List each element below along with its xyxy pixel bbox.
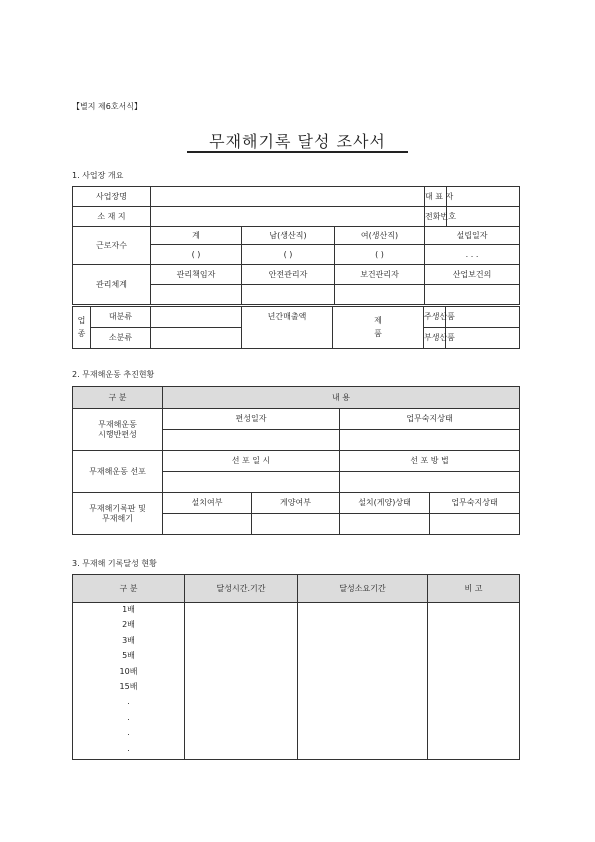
achievement-table <box>72 574 520 760</box>
title-underline <box>187 151 408 153</box>
team-formation-label: 무재해운동 시행반편성 <box>73 409 163 451</box>
health-manager-field[interactable] <box>335 285 425 305</box>
raise-label: 게양여부 <box>252 493 340 514</box>
list-item: . <box>127 697 130 707</box>
minor-class-field[interactable] <box>151 328 242 349</box>
phone-field[interactable] <box>447 207 520 227</box>
campaign-table <box>72 386 520 535</box>
safety-manager-label: 안전관리자 <box>242 265 335 285</box>
declaration-label: 무재해운동 선포 <box>73 451 163 493</box>
doctor-field[interactable] <box>425 285 520 305</box>
declare-method-label: 선 포 방 법 <box>340 451 520 472</box>
product-label: 제 품 <box>333 307 424 349</box>
list-item: 5배 <box>122 651 135 661</box>
doctor-label: 산업보건의 <box>425 265 520 285</box>
management-label: 관리체계 <box>73 265 151 305</box>
install-state-label: 설치(게양)상태 <box>340 493 430 514</box>
install-label: 설치여부 <box>163 493 252 514</box>
multiples-list <box>73 603 185 760</box>
achievement-period-field[interactable] <box>185 603 298 760</box>
safety-manager-field[interactable] <box>242 285 335 305</box>
declare-method-field[interactable] <box>340 472 520 493</box>
health-manager-label: 보건관리자 <box>335 265 425 285</box>
manager-label: 관리책임자 <box>151 265 242 285</box>
main-product-label: 주생산품 <box>424 307 446 328</box>
work-state-label: 업무숙지상태 <box>430 493 520 514</box>
established-date-field[interactable]: . . . <box>425 245 520 265</box>
total-count-field[interactable]: ( ) <box>151 245 242 265</box>
campaign-content-header: 내 용 <box>163 387 520 409</box>
industry-table <box>72 306 520 349</box>
annual-sales-label: 년간매출액 <box>242 307 333 349</box>
campaign-class-header: 구 분 <box>73 387 163 409</box>
formation-date-label: 편성일자 <box>163 409 340 430</box>
business-name-field[interactable] <box>151 187 425 207</box>
section1-heading: 1. 사업장 개요 <box>72 171 124 180</box>
minor-class-label: 소분류 <box>91 328 151 349</box>
female-label: 여(생산직) <box>335 227 425 245</box>
list-item: . <box>127 743 130 753</box>
phone-label: 전화번호 <box>425 207 447 227</box>
list-item: 15배 <box>119 681 138 691</box>
male-count-field[interactable]: ( ) <box>242 245 335 265</box>
achievement-note-field[interactable] <box>428 603 520 760</box>
representative-label: 대 표 자 <box>425 187 447 207</box>
workers-label: 근로자수 <box>73 227 151 265</box>
business-overview-table <box>72 186 520 305</box>
install-state-field[interactable] <box>340 514 430 535</box>
achievement-note-header: 비 고 <box>428 575 520 603</box>
section3-heading: 3. 무재해 기록달성 현황 <box>72 559 157 568</box>
total-label: 계 <box>151 227 242 245</box>
manager-field[interactable] <box>151 285 242 305</box>
execution-state-field[interactable] <box>340 430 520 451</box>
business-name-label: 사업장명 <box>73 187 151 207</box>
major-class-field[interactable] <box>151 307 242 328</box>
declare-date-label: 선 포 일 시 <box>163 451 340 472</box>
list-item: 10배 <box>119 666 138 676</box>
list-item: 3배 <box>122 635 135 645</box>
list-item: 2배 <box>122 620 135 630</box>
execution-state-label: 업무숙지상태 <box>340 409 520 430</box>
list-item: . <box>127 712 130 722</box>
established-label: 설립일자 <box>425 227 520 245</box>
page-title: 무재해기록 달성 조사서 <box>209 132 386 151</box>
install-field[interactable] <box>163 514 252 535</box>
achievement-required-header: 달성소요기간 <box>298 575 428 603</box>
industry-label: 업 종 <box>73 307 91 349</box>
representative-field[interactable] <box>447 187 520 207</box>
male-label: 남(생산직) <box>242 227 335 245</box>
list-item: 1배 <box>122 605 135 614</box>
form-number-label: 【별지 제6호서식】 <box>72 102 143 111</box>
achievement-class-header: 구 분 <box>73 575 185 603</box>
raise-field[interactable] <box>252 514 340 535</box>
work-state-field[interactable] <box>430 514 520 535</box>
main-product-field[interactable] <box>446 307 520 328</box>
sub-product-field[interactable] <box>446 328 520 349</box>
achievement-period-header: 달성시간.기간 <box>185 575 298 603</box>
section2-heading: 2. 무재해운동 추진현황 <box>72 370 155 379</box>
record-board-label: 무재해기록판 및 무재해기 <box>73 493 163 535</box>
location-field[interactable] <box>151 207 425 227</box>
achievement-required-field[interactable] <box>298 603 428 760</box>
major-class-label: 대분류 <box>91 307 151 328</box>
female-count-field[interactable]: ( ) <box>335 245 425 265</box>
formation-date-field[interactable] <box>163 430 340 451</box>
sub-product-label: 부생산품 <box>424 328 446 349</box>
declare-date-field[interactable] <box>163 472 340 493</box>
location-label: 소 재 지 <box>73 207 151 227</box>
list-item: . <box>127 728 130 738</box>
